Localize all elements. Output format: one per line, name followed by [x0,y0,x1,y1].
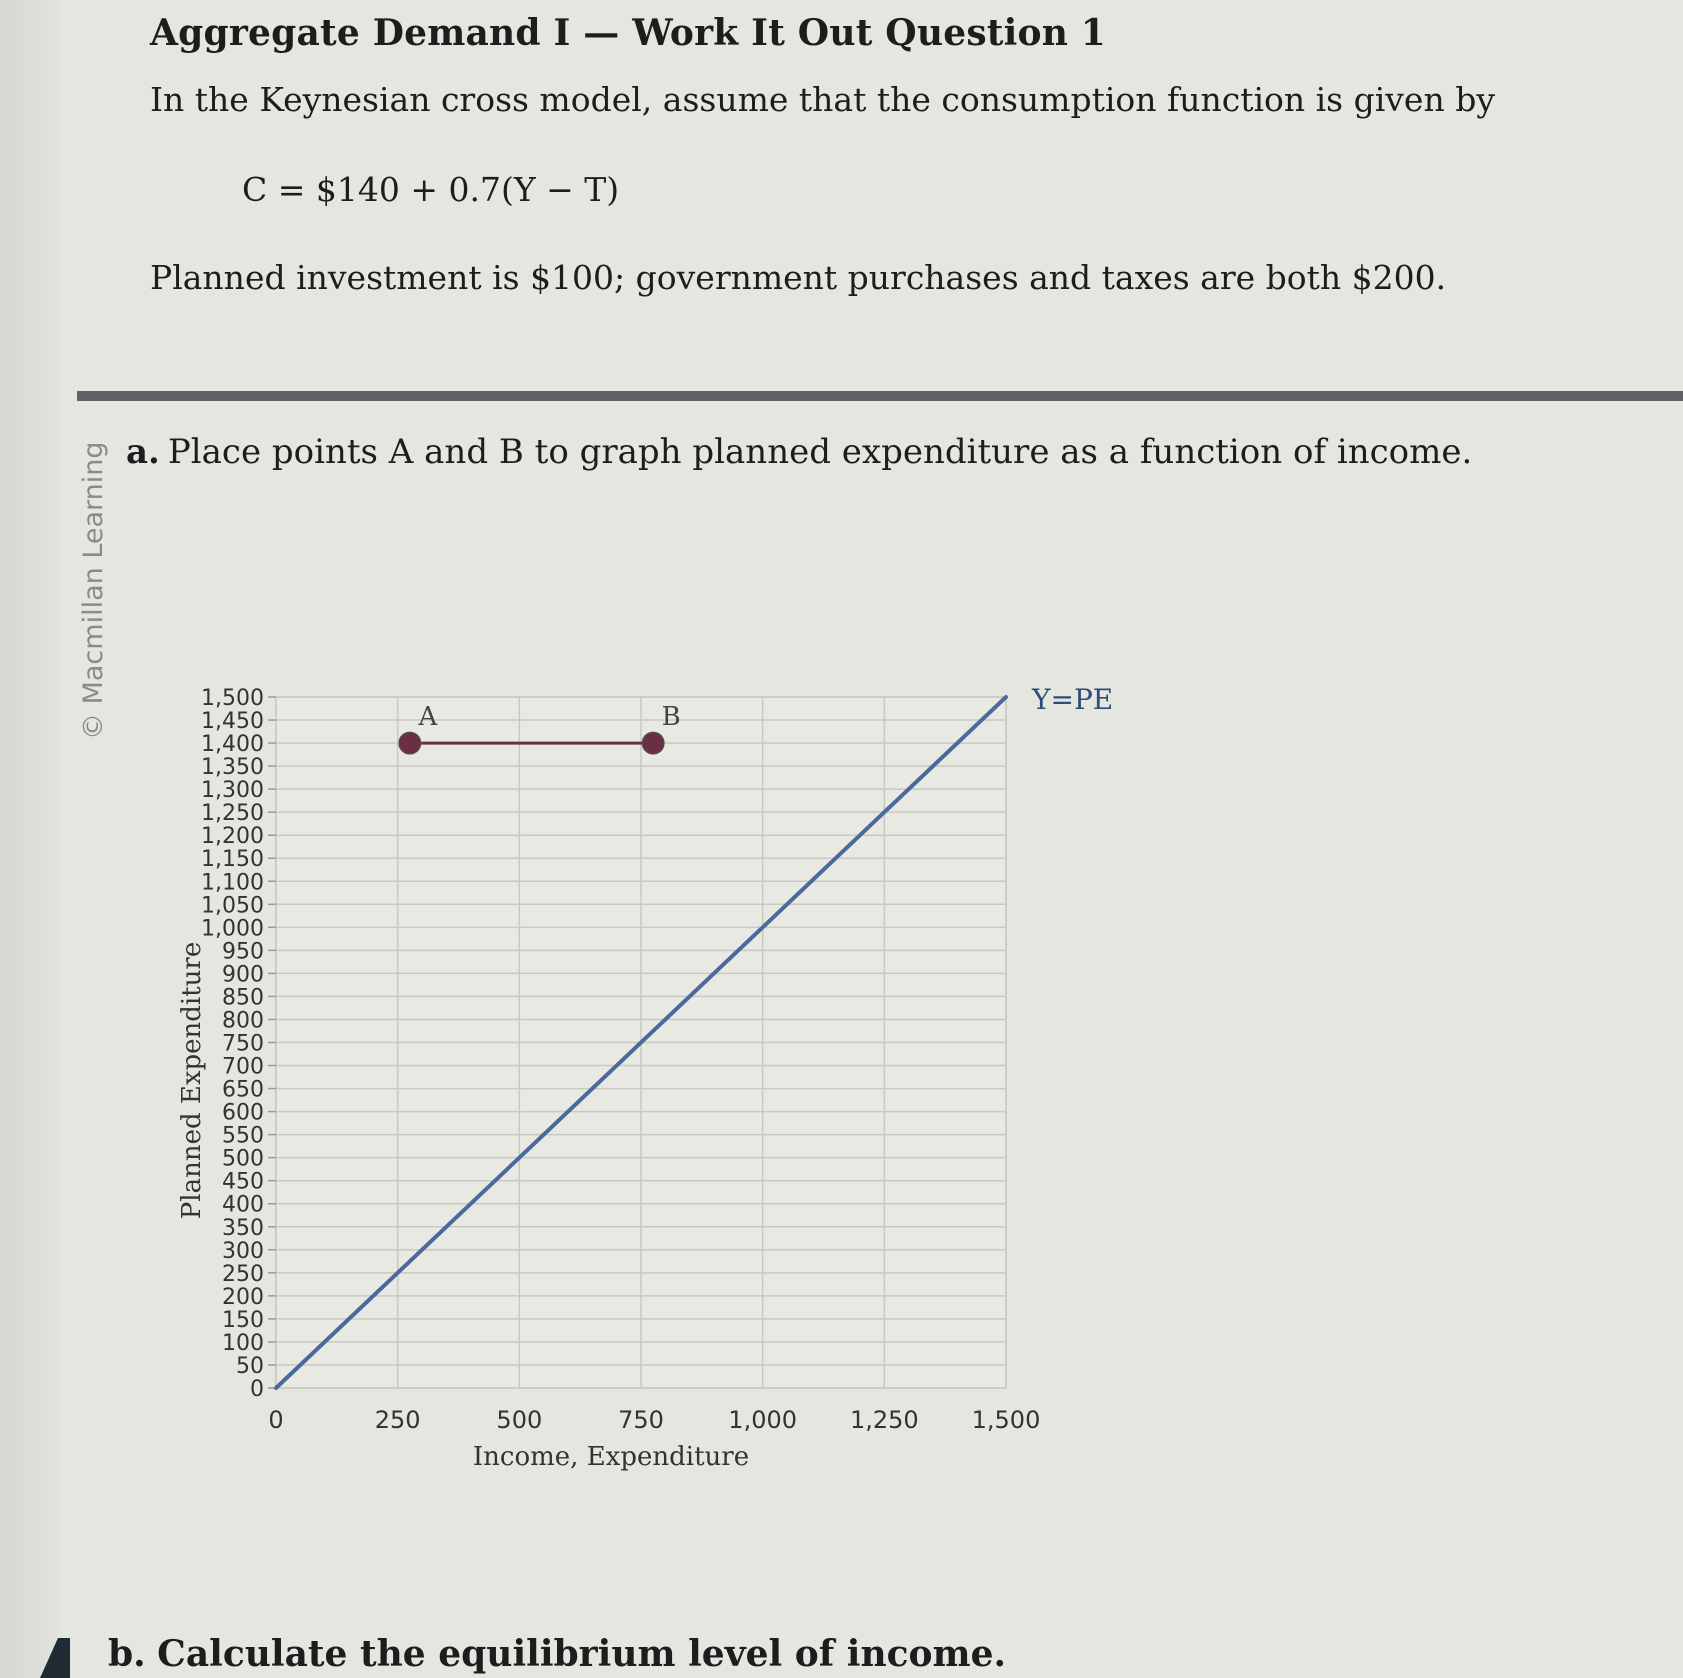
part-b-prompt [108,1633,1006,1675]
copyright-notice: © Macmillan Learning [78,441,109,740]
part-a-marker: a. [126,432,160,472]
question-givens: Planned investment is $100; government purchases and taxes are both $200. [150,258,1447,297]
x-tick-label: 500 [496,1406,543,1434]
y-tick-label: 1,200 [201,824,264,850]
point-a-handle[interactable] [399,732,421,754]
x-tick-label: 250 [374,1406,421,1434]
consumption-equation: C = $140 + 0.7(Y − T) [242,170,620,209]
y-tick-label: 850 [222,985,264,1011]
x-tick-label: 750 [618,1406,664,1434]
y-tick-label: 600 [222,1100,264,1126]
y-tick-label: 300 [222,1238,264,1264]
y-tick-label: 350 [222,1215,264,1241]
part-b-text: Calculate the equilibrium level of income. [157,1633,1007,1675]
y-tick-label: 1,000 [201,916,264,942]
y-tick-label: 400 [222,1192,264,1218]
y-tick-label: 800 [222,1008,264,1034]
x-tick-label: 1,500 [971,1406,1041,1434]
y-tick-label: 1,100 [201,870,264,896]
point-a-label: A [418,702,438,733]
y-tick-label: 1,250 [201,801,264,827]
y-tick-label: 750 [222,1031,264,1057]
x-tick-label: 0 [268,1406,284,1434]
y-tick-label: 250 [222,1261,264,1287]
x-axis-title: Income, Expenditure [472,1442,750,1472]
x-tick-label: 1,250 [849,1406,919,1434]
y-tick-label: 950 [222,939,264,965]
y-tick-label: 700 [222,1054,264,1080]
point-b-label: B [661,702,681,733]
y-tick-label: 1,150 [201,847,264,873]
y-tick-label: 100 [222,1330,264,1356]
y-tick-label: 1,350 [201,755,264,781]
chart-axes [268,697,276,1388]
y-tick-label: 900 [222,962,264,988]
y-tick-label: 50 [236,1353,264,1379]
y-tick-label: 650 [222,1077,264,1103]
y-axis-title: Planned Expenditure [177,941,207,1220]
y-tick-label: 1,400 [201,732,264,758]
y-tick-label: 450 [222,1169,264,1195]
y-tick-label: 500 [222,1146,264,1172]
y-tick-label: 1,450 [201,709,264,735]
ye-pe-line-label: Y=PE [1032,683,1114,716]
y-tick-label: 1,300 [201,778,264,804]
point-b-handle[interactable] [642,732,664,754]
y-tick-label: 550 [222,1123,264,1149]
y-tick-label: 1,050 [201,893,264,919]
y-tick-label: 150 [222,1307,264,1333]
x-tick-label: 1,000 [728,1406,798,1434]
y-tick-label: 200 [222,1284,264,1310]
part-b-marker: b. [108,1633,146,1675]
y-tick-label: 1,500 [201,686,264,711]
part-a-text: Place points A and B to graph planned expenditure as a function of income. [167,432,1473,472]
question-intro: In the Keynesian cross model, assume that the consumption function is given by [150,80,1495,119]
question-title: Aggregate Demand I — Work It Out Question 1 [150,12,1107,54]
y-tick-label: 0 [250,1377,264,1402]
